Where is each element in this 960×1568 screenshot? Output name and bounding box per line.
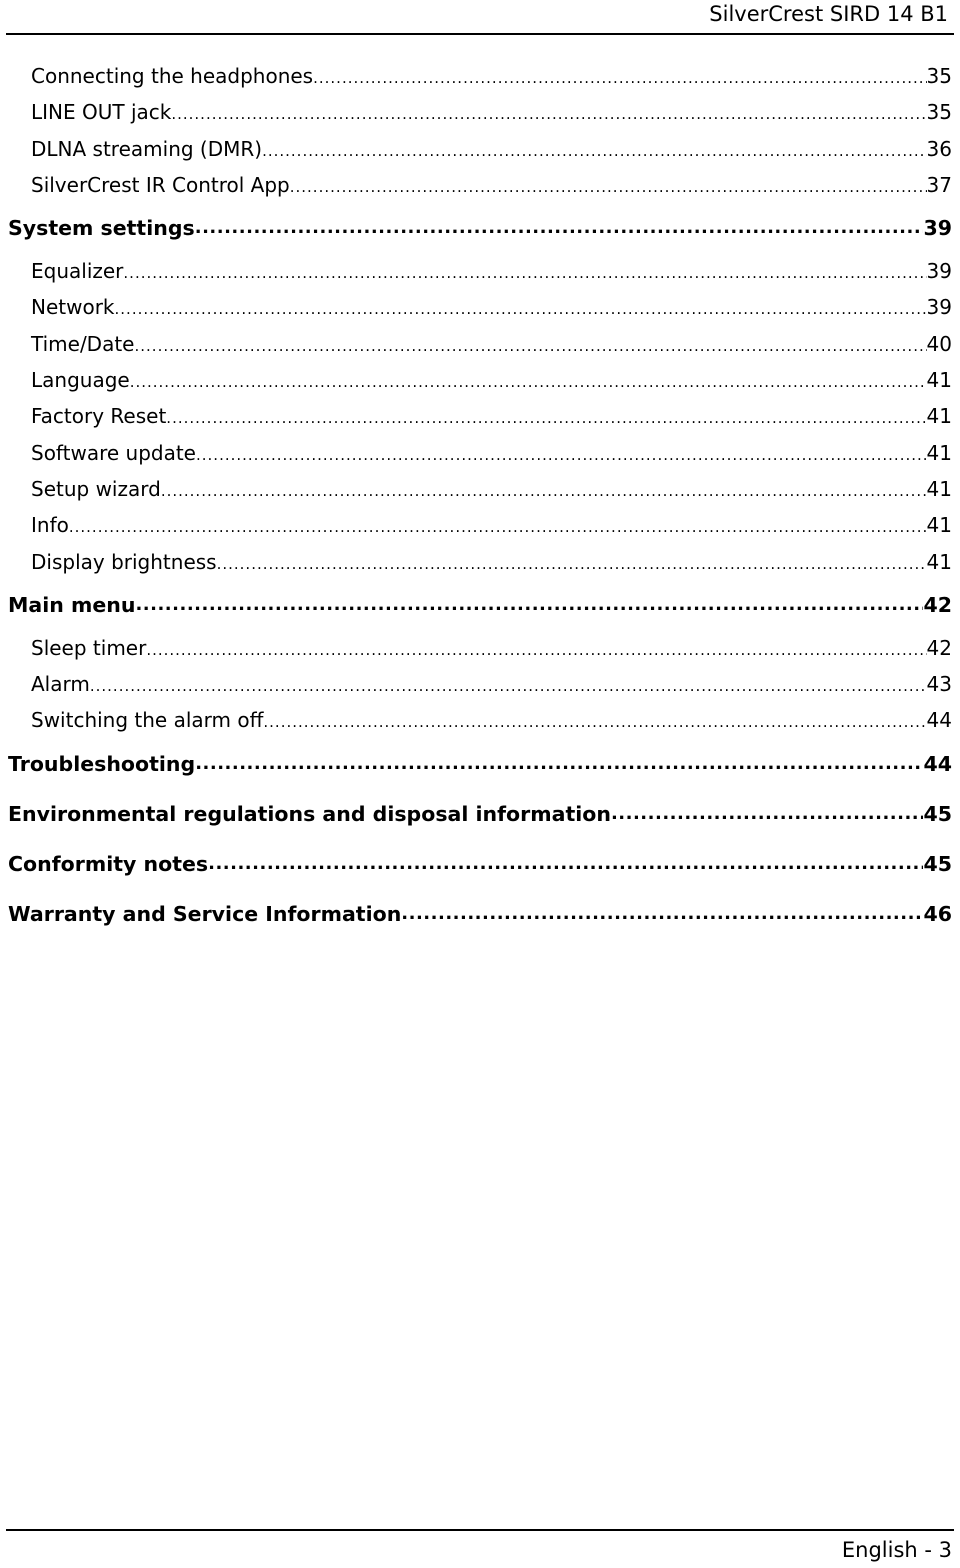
- toc-dot-leader: [263, 704, 926, 738]
- toc-dot-leader: [611, 795, 924, 833]
- toc-subsection-entry[interactable]: [8, 435, 952, 471]
- toc-entry-title: Connecting the headphones: [31, 64, 314, 88]
- toc-dot-leader: [217, 546, 927, 580]
- toc-dot-leader: [290, 169, 927, 203]
- toc-section-entry[interactable]: [8, 580, 952, 630]
- table-of-contents: [8, 58, 952, 939]
- toc-page-number: 42: [923, 592, 952, 617]
- toc-subsection-entry[interactable]: [8, 58, 952, 94]
- toc-entry-title: Main menu: [8, 592, 136, 617]
- toc-page-number: 40: [926, 331, 952, 356]
- toc-page-number: 41: [926, 476, 952, 501]
- toc-page-number: 39: [926, 295, 952, 320]
- toc-subsection-entry[interactable]: [8, 702, 952, 738]
- toc-subsection-entry[interactable]: [8, 289, 952, 325]
- toc-section-entry[interactable]: [8, 739, 952, 789]
- toc-entry-title: LINE OUT jack: [31, 100, 172, 125]
- toc-subsection-entry[interactable]: [8, 544, 952, 580]
- toc-entry-title: Setup wizard: [31, 476, 161, 501]
- toc-entry-title: Troubleshooting: [8, 751, 196, 776]
- toc-dot-leader: [146, 632, 926, 666]
- toc-page-number: 41: [926, 440, 952, 465]
- toc-dot-leader: [195, 209, 924, 247]
- toc-subsection-entry[interactable]: [8, 131, 952, 167]
- page-footer: English - 3: [841, 1538, 952, 1562]
- toc-entry-title: Software update: [31, 440, 196, 465]
- toc-entry-title: Sleep timer: [31, 635, 147, 660]
- toc-dot-leader: [161, 473, 927, 507]
- toc-dot-leader: [123, 255, 926, 289]
- toc-entry-title: Language: [31, 368, 130, 393]
- toc-entry-title: Alarm: [31, 672, 90, 697]
- toc-entry-title: Warranty and Service Information: [8, 901, 402, 926]
- toc-page-number: 39: [926, 259, 952, 284]
- toc-dot-leader: [313, 60, 926, 94]
- toc-section-entry[interactable]: [8, 839, 952, 889]
- toc-entry-title: SilverCrest IR Control App: [31, 172, 290, 197]
- footer-divider: [6, 1529, 954, 1531]
- toc-subsection-entry[interactable]: [8, 666, 952, 702]
- toc-dot-leader: [115, 291, 927, 325]
- toc-entry-title: Display brightness: [31, 549, 217, 574]
- toc-subsection-entry[interactable]: [8, 507, 952, 543]
- toc-section-entry[interactable]: [8, 889, 952, 939]
- toc-dot-leader: [401, 895, 923, 933]
- toc-section-entry[interactable]: [8, 789, 952, 839]
- toc-subsection-entry[interactable]: [8, 94, 952, 130]
- toc-page-number: 36: [926, 136, 952, 161]
- toc-dot-leader: [130, 364, 927, 398]
- toc-page-number: 41: [926, 549, 952, 574]
- toc-dot-leader: [195, 745, 923, 783]
- toc-page-number: 41: [926, 368, 952, 393]
- toc-entry-title: Conformity notes: [8, 851, 209, 876]
- toc-page-number: 44: [926, 708, 952, 733]
- toc-entry-title: Time/Date: [31, 331, 135, 356]
- toc-page-number: 46: [923, 901, 952, 926]
- toc-page-number: 45: [923, 851, 952, 876]
- toc-page-number: 43: [926, 672, 952, 697]
- toc-page-number: 41: [926, 404, 952, 429]
- toc-dot-leader: [135, 328, 927, 362]
- toc-dot-leader: [208, 845, 923, 883]
- toc-dot-leader: [135, 586, 923, 624]
- toc-dot-leader: [69, 509, 927, 543]
- toc-dot-leader: [171, 96, 926, 130]
- toc-page-number: 37: [926, 172, 952, 197]
- toc-entry-title: Environmental regulations and disposal information: [8, 801, 611, 826]
- toc-entry-title: DLNA streaming (DMR): [31, 136, 263, 161]
- toc-page-number: 39: [923, 216, 952, 241]
- toc-subsection-entry[interactable]: [8, 398, 952, 434]
- toc-entry-title: Factory Reset: [31, 404, 167, 429]
- toc-page-number: 35: [926, 100, 952, 125]
- toc-page-number: 42: [926, 635, 952, 660]
- toc-dot-leader: [262, 133, 926, 167]
- toc-dot-leader: [196, 437, 927, 471]
- toc-subsection-entry[interactable]: [8, 253, 952, 289]
- toc-page-number: 41: [926, 513, 952, 538]
- toc-entry-title: Equalizer: [31, 259, 124, 284]
- toc-page-number: 45: [923, 801, 952, 826]
- toc-subsection-entry[interactable]: [8, 630, 952, 666]
- toc-dot-leader: [166, 400, 926, 434]
- running-header-title: SilverCrest SIRD 14 B1: [709, 2, 948, 26]
- toc-entry-title: System settings: [8, 216, 195, 241]
- toc-section-entry[interactable]: [8, 203, 952, 253]
- toc-subsection-entry[interactable]: [8, 362, 952, 398]
- toc-page-number: 35: [926, 64, 952, 88]
- toc-subsection-entry[interactable]: [8, 326, 952, 362]
- toc-dot-leader: [90, 668, 927, 702]
- toc-subsection-entry[interactable]: [8, 167, 952, 203]
- toc-entry-title: Switching the alarm off: [31, 708, 264, 733]
- toc-entry-title: Network: [31, 295, 115, 320]
- toc-page-number: 44: [923, 751, 952, 776]
- toc-entry-title: Info: [31, 513, 69, 538]
- header-divider: [6, 33, 954, 35]
- toc-subsection-entry[interactable]: [8, 471, 952, 507]
